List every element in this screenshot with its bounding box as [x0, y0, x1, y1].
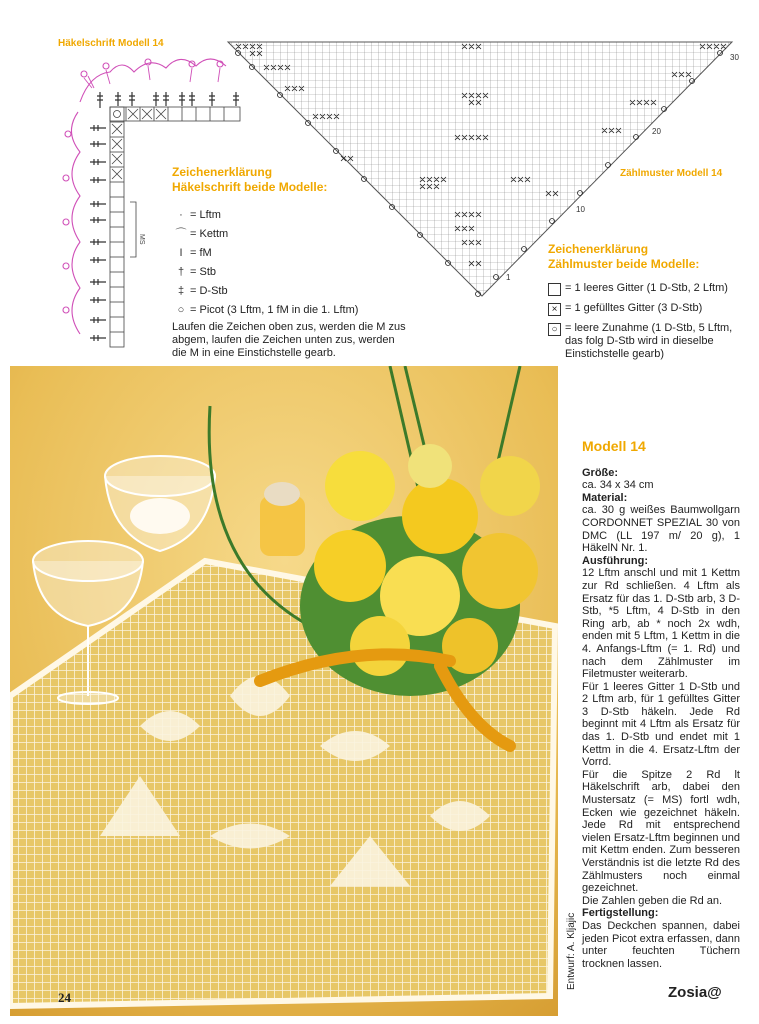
legend-item-lftm: · = Lftm	[172, 205, 407, 224]
legend-item-picot: ○ = Picot (3 Lftm, 1 fM in die 1. Lftm)	[172, 300, 407, 319]
execution-text-3: Für die Spitze 2 Rd lt Häkelschrift arb, dabei den Mustersatz (= MS) fortl wdh, Ecken wie gezeichnet häkeln. Jede Rd mit entsprechend vielen Ersatz-Lftm beginnen und mit Kettm enden. Zum besseren Verständnis ist die letzte Rd des Zählmusters noch einmal gezeichnet.	[582, 768, 740, 895]
empty-square-icon	[548, 283, 561, 296]
ms-label: MS	[138, 234, 145, 245]
row-number-20: 20	[652, 127, 661, 136]
legend-item-kettm: ⌒ = Kettm	[172, 224, 407, 243]
filet-legend	[548, 242, 740, 367]
crochet-legend-heading-2: Häkelschrift beide Modelle:	[172, 180, 328, 194]
execution-text-2: Für 1 leeres Gitter 1 D-Stb und 2 Lftm arb, für 1 gefülltes Gitter 3 D-Stb häkeln. Jede Rd beginnt mit 4 Lftm als Ersatz für das 1. D-Stb und endet mit 1 Kettm in die 4. Ersatz-Lftm der Vorrd.	[582, 680, 740, 769]
execution-text-1: 12 Lftm anschl und mit 1 Kettm zur Rd schließen. 4 Lftm als Ersatz für das 1. D-Stb arb, 3 D-Stb, *5 Lftm, 4 D-Stb in den Ring arb, ab * noch 2x wdh, enden mit 5 Lftm, 1 Kettm in die 4. Anfangs-Lftm (= 1. Rd) und nach dem Zählmuster im Filetmuster weiterarb.	[582, 567, 740, 681]
legend-item-fm: I = fM	[172, 243, 407, 262]
finish-text: Das Deckchen spannen, dabei jeden Picot extra erfassen, dann unter feuchten Tüchern trocknen lassen.	[582, 919, 740, 970]
row-number-10: 10	[576, 205, 585, 214]
cross-square-icon: ×	[548, 303, 561, 316]
double-crochet-icon: †	[177, 265, 185, 278]
material-heading: Material:	[582, 491, 628, 504]
design-credit: Entwurf: A. Kljajic	[566, 912, 577, 990]
execution-text-4: Die Zahlen geben die Rd an.	[582, 894, 723, 907]
row-number-30: 30	[730, 53, 739, 62]
filet-legend-heading-2: Zählmuster beide Modelle:	[548, 257, 700, 271]
crochet-legend-note: Laufen die Zeichen oben zus, werden die M zus abgem, laufen die Zeichen unten zus, werden die M in eine Einstichstelle gearb.	[172, 321, 406, 359]
row-number-1: 1	[506, 273, 511, 282]
model-title: Modell 14	[582, 438, 646, 454]
finish-heading: Fertigstellung:	[582, 907, 659, 920]
execution-heading: Ausführung:	[582, 554, 648, 567]
slip-stitch-icon: ⌒	[175, 227, 187, 240]
crochet-chart-title: Häkelschrift Modell 14	[58, 38, 164, 49]
page-number: 24	[58, 990, 71, 1005]
crochet-legend	[172, 165, 407, 360]
size-text: ca. 34 x 34 cm	[582, 479, 654, 492]
size-heading: Größe:	[582, 466, 619, 479]
material-text: ca. 30 g weißes Baumwollgarn CORDONNET SPEZIAL 30 von DMC (LL 197 m/ 20 g), 1 HäkelN Nr. 1.	[582, 504, 740, 555]
legend-item-dstb: ‡ = D-Stb	[172, 281, 407, 300]
chain-stitch-icon: ·	[179, 208, 183, 221]
legend-item-filled-mesh: × = 1 gefülltes Gitter (3 D-Stb)	[548, 302, 740, 316]
single-crochet-icon: I	[179, 246, 183, 259]
crochet-legend-heading-1: Zeichenerklärung	[172, 165, 273, 179]
treble-crochet-icon: ‡	[177, 284, 185, 297]
legend-item-increase: ○ = leere Zunahme (1 D-Stb, 5 Lftm, das folg D-Stb wird in dieselbe Einstichstelle gearb)	[548, 322, 740, 361]
legend-item-stb: † = Stb	[172, 262, 407, 281]
picot-icon: ○	[177, 303, 185, 316]
legend-item-empty-mesh: = 1 leeres Gitter (1 D-Stb, 2 Lftm)	[548, 282, 740, 296]
signature-watermark: Zosia@	[668, 984, 722, 1001]
filet-legend-heading-1: Zeichenerklärung	[548, 242, 649, 256]
doily-photo	[10, 366, 560, 1016]
circle-square-icon: ○	[548, 323, 561, 336]
filet-chart-title: Zählmuster Modell 14	[620, 168, 723, 179]
model-instructions	[582, 440, 740, 970]
